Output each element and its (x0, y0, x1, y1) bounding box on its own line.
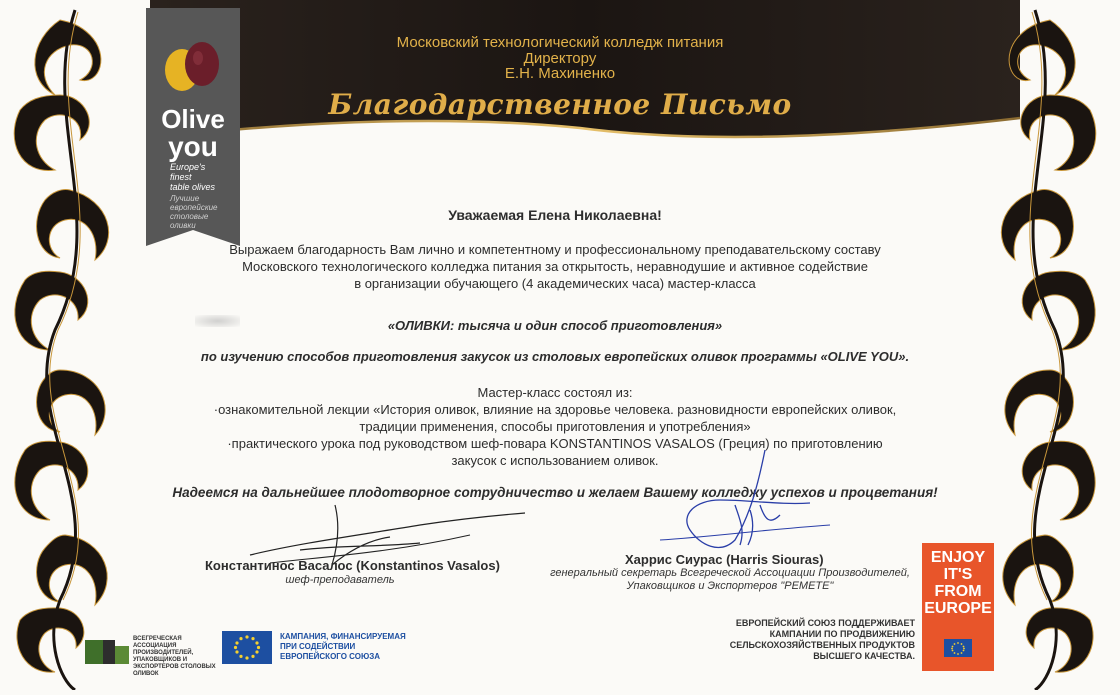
logo-brand-you: you (168, 131, 218, 162)
header-college: Московский технологический колледж питания (396, 34, 724, 51)
right-signature-image (640, 445, 840, 555)
masterclass-intro: Мастер-класс состоял из: (477, 385, 633, 400)
eu-support-text (690, 618, 915, 662)
header-director: Директору (523, 50, 597, 67)
left-signer-role: шеф-преподаватель (285, 574, 395, 586)
gratitude-line-2: Московского технологического колледжа питания за открытость, неравнодушие и активное содействие (242, 259, 868, 274)
logo-tagline-en-3: table olives (170, 182, 216, 192)
enjoy-europe-badge (922, 543, 994, 671)
document-title: Благодарственное Письмо (328, 88, 792, 121)
eu-campaign-line-2: ПРИ СОДЕЙСТВИИ (280, 642, 356, 651)
practice-item-line-2: закусок с использованием оливок. (451, 453, 659, 468)
gratitude-line-3: в организации обучающего (4 академических часа) мастер-класса (354, 276, 756, 291)
eu-campaign-text (280, 632, 406, 662)
eu-support-line-2: КАМПАНИИ ПО ПРОДВИЖЕНИЮ (769, 629, 915, 639)
logo-tagline-ru-1: Лучшие (170, 194, 200, 203)
enjoy-europe-text: ENJOY IT'S FROM EUROPE (924, 549, 992, 617)
eu-support-line-3: СЕЛЬСКОХОЗЯЙСТВЕННЫХ ПРОДУКТОВ (729, 640, 915, 650)
eu-support-line-1: ЕВРОПЕЙСКИЙ СОЮЗ ПОДДЕРЖИВАЕТ (735, 618, 915, 628)
logo-tagline-en-2: finest (170, 172, 192, 182)
right-signer-role-line-2: Упаковщиков и Экспортеров "PEMETE" (626, 580, 834, 592)
right-signer-role (545, 567, 915, 593)
left-ornament-border (0, 0, 150, 690)
lecture-item-line-1: ·ознакомительной лекции «История оливок, влияние на здоровье человека. разновидности европейских оливок, (213, 402, 897, 417)
eu-flag-small-icon (944, 639, 972, 657)
logo-tagline-ru-3: столовые (170, 212, 209, 221)
practice-item-line-1: ·практического урока под руководством шеф-повара KONSTANTINOS VASALOS (Греция) по приготовлению (227, 436, 883, 451)
eu-flag-icon (222, 631, 272, 664)
lecture-item-line-2: традиции применения, способы приготовления и употребления» (359, 419, 751, 434)
eu-support-line-4: ВЫСШЕГО КАЧЕСТВА. (813, 651, 915, 661)
eu-campaign-line-1: КАМПАНИЯ, ФИНАНСИРУЕМАЯ (280, 632, 406, 641)
association-text: ВСЕГРЕЧЕСКАЯ АССОЦИАЦИЯ ПРОИЗВОДИТЕЛЕЙ, УПАКОВЩИКОВ И ЭКСПОРТЕРОВ СТОЛОВЫХ ОЛИВОК (133, 636, 216, 677)
right-signer-role-line-1: генеральный секретарь Всегреческой Ассоциации Производителей, (550, 567, 910, 579)
right-signer-name: Харрис Сиурас (Harris Siouras) (625, 552, 824, 567)
masterclass-subtitle: по изучению способов приготовления закусок из столовых европейских оливок программы «OLIVE YOU». (200, 349, 910, 364)
masterclass-title: «ОЛИВКИ: тысяча и один способ приготовления» (387, 318, 723, 333)
logo-tagline-en-1: Europe's (170, 162, 206, 172)
logo-brand-olive: Olive (161, 104, 225, 134)
logo-tagline-ru-4: оливки (170, 221, 196, 230)
gratitude-line-1: Выражаем благодарность Вам лично и компетентному и профессиональному преподавательскому составу (229, 242, 881, 257)
closing-wish: Надеемся на дальнейшее плодотворное сотрудничество и желаем Вашему колледжу успехов и процветания! (172, 485, 938, 500)
greeting: Уважаемая Елена Николаевна! (448, 207, 662, 223)
left-signer-name: Константинос Васалос (Konstantinos Vasalos) (205, 558, 500, 573)
header-director-name: Е.Н. Махиненко (504, 65, 616, 82)
eu-campaign-line-3: ЕВРОПЕЙСКОГО СОЮЗА (280, 652, 380, 661)
logo-tagline-ru-2: европейские (170, 203, 218, 212)
